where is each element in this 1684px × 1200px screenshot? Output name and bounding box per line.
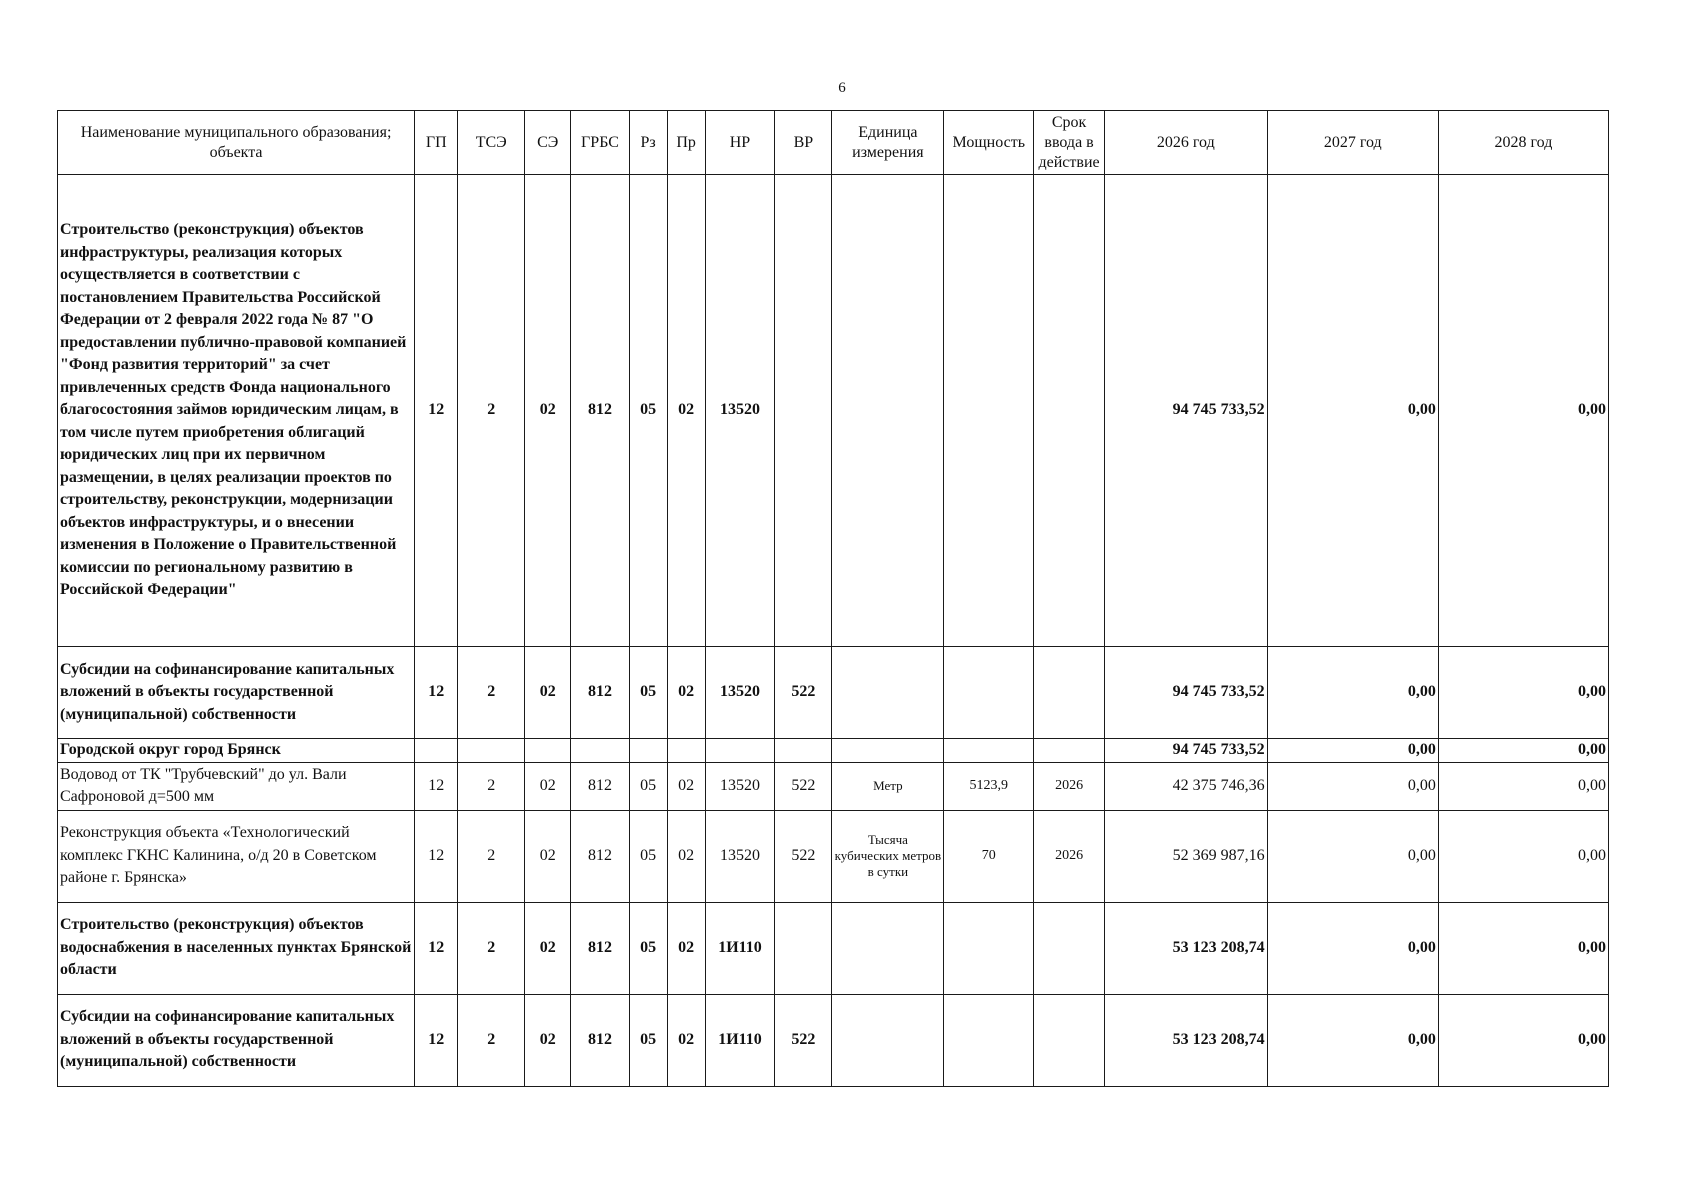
cell-tse xyxy=(458,739,525,763)
cell-vr: 522 xyxy=(775,647,832,739)
cell-vr xyxy=(775,739,832,763)
cell-vr: 522 xyxy=(775,810,832,902)
table-row xyxy=(58,175,1609,647)
cell-pr: 02 xyxy=(667,175,705,647)
cell-tse: 2 xyxy=(458,175,525,647)
cell-tse: 2 xyxy=(458,810,525,902)
col-header-term: Срок ввода в действие xyxy=(1034,111,1105,175)
cell-tse: 2 xyxy=(458,762,525,810)
cell-name: Строительство (реконструкция) объектов инфраструктуры, реализация которых осуществляется в соответствии с постановлением Правительства Российской Федерации от 2 февраля 2022 года № 87 "О предоставлении публично-правовой компанией "Фонд развития территорий" за счет привлеченных средств Фонда национального благосостояния займов юридическим лицам, в том числе путем приобретения облигаций юридических лиц при их первичном размещении, в целях реализации проектов по строительству, реконструкции, модернизации объектов инфраструктуры, и о внесении изменения в Положение о Правительственной комиссии по региональному развитию в Российской Федерации" xyxy=(58,175,415,647)
cell-se: 02 xyxy=(524,810,570,902)
cell-rz xyxy=(629,739,667,763)
cell-grbs: 812 xyxy=(571,994,629,1086)
col-header-rz: Рз xyxy=(629,111,667,175)
col-header-vr: ВР xyxy=(775,111,832,175)
cell-gp xyxy=(415,739,458,763)
cell-nr: 13520 xyxy=(705,810,775,902)
cell-2028: 0,00 xyxy=(1438,647,1608,739)
cell-se: 02 xyxy=(524,994,570,1086)
cell-rz: 05 xyxy=(629,647,667,739)
cell-2026: 52 369 987,16 xyxy=(1104,810,1267,902)
cell-capacity xyxy=(944,175,1034,647)
col-header-pr: Пр xyxy=(667,111,705,175)
cell-2027: 0,00 xyxy=(1267,994,1438,1086)
table-row xyxy=(58,994,1609,1086)
cell-grbs: 812 xyxy=(571,810,629,902)
cell-2028: 0,00 xyxy=(1438,739,1608,763)
table-header-row xyxy=(58,111,1609,175)
cell-2028: 0,00 xyxy=(1438,902,1608,994)
table-row xyxy=(58,762,1609,810)
cell-unit: Метр xyxy=(832,762,944,810)
cell-pr: 02 xyxy=(667,762,705,810)
col-header-nr: НР xyxy=(705,111,775,175)
cell-2027: 0,00 xyxy=(1267,810,1438,902)
cell-pr: 02 xyxy=(667,994,705,1086)
cell-grbs: 812 xyxy=(571,647,629,739)
cell-gp: 12 xyxy=(415,902,458,994)
cell-2026: 94 745 733,52 xyxy=(1104,647,1267,739)
cell-pr: 02 xyxy=(667,810,705,902)
cell-2026: 42 375 746,36 xyxy=(1104,762,1267,810)
cell-nr: 1И110 xyxy=(705,902,775,994)
col-header-se: СЭ xyxy=(524,111,570,175)
cell-grbs: 812 xyxy=(571,762,629,810)
cell-2027: 0,00 xyxy=(1267,739,1438,763)
col-header-tse: ТСЭ xyxy=(458,111,525,175)
cell-unit xyxy=(832,175,944,647)
col-header-2028: 2028 год xyxy=(1438,111,1608,175)
cell-nr: 13520 xyxy=(705,762,775,810)
cell-2027: 0,00 xyxy=(1267,902,1438,994)
cell-capacity: 5123,9 xyxy=(944,762,1034,810)
table-row xyxy=(58,810,1609,902)
cell-term xyxy=(1034,739,1105,763)
cell-se: 02 xyxy=(524,902,570,994)
cell-pr: 02 xyxy=(667,647,705,739)
cell-2028: 0,00 xyxy=(1438,810,1608,902)
cell-grbs xyxy=(571,739,629,763)
cell-gp: 12 xyxy=(415,647,458,739)
cell-nr: 1И110 xyxy=(705,994,775,1086)
cell-unit xyxy=(832,902,944,994)
cell-2028: 0,00 xyxy=(1438,762,1608,810)
cell-grbs: 812 xyxy=(571,902,629,994)
table-row xyxy=(58,739,1609,763)
cell-2027: 0,00 xyxy=(1267,647,1438,739)
cell-capacity xyxy=(944,739,1034,763)
cell-tse: 2 xyxy=(458,994,525,1086)
cell-rz: 05 xyxy=(629,175,667,647)
cell-gp: 12 xyxy=(415,810,458,902)
cell-se: 02 xyxy=(524,647,570,739)
cell-name: Водовод от ТК "Трубчевский" до ул. Вали Сафроновой д=500 мм xyxy=(58,762,415,810)
cell-pr xyxy=(667,739,705,763)
col-header-grbs: ГРБС xyxy=(571,111,629,175)
cell-vr xyxy=(775,902,832,994)
cell-2027: 0,00 xyxy=(1267,175,1438,647)
cell-vr xyxy=(775,175,832,647)
cell-name: Субсидии на софинансирование капитальных вложений в объекты государственной (муниципальной) собственности xyxy=(58,994,415,1086)
page-number: 6 xyxy=(838,80,846,96)
cell-unit xyxy=(832,739,944,763)
col-header-2026: 2026 год xyxy=(1104,111,1267,175)
cell-capacity xyxy=(944,994,1034,1086)
cell-name: Реконструкция объекта «Технологический комплекс ГКНС Калинина, о/д 20 в Советском районе г. Брянска» xyxy=(58,810,415,902)
cell-term: 2026 xyxy=(1034,762,1105,810)
cell-unit xyxy=(832,647,944,739)
cell-pr: 02 xyxy=(667,902,705,994)
cell-rz: 05 xyxy=(629,994,667,1086)
table-row xyxy=(58,902,1609,994)
table-row xyxy=(58,647,1609,739)
cell-2026: 94 745 733,52 xyxy=(1104,739,1267,763)
cell-gp: 12 xyxy=(415,175,458,647)
cell-2028: 0,00 xyxy=(1438,994,1608,1086)
cell-tse: 2 xyxy=(458,902,525,994)
cell-capacity xyxy=(944,902,1034,994)
cell-capacity xyxy=(944,647,1034,739)
cell-gp: 12 xyxy=(415,994,458,1086)
col-header-capacity: Мощность xyxy=(944,111,1034,175)
cell-nr: 13520 xyxy=(705,647,775,739)
cell-name: Городской округ город Брянск xyxy=(58,739,415,763)
cell-se: 02 xyxy=(524,175,570,647)
cell-vr: 522 xyxy=(775,994,832,1086)
cell-term xyxy=(1034,175,1105,647)
cell-se xyxy=(524,739,570,763)
cell-se: 02 xyxy=(524,762,570,810)
cell-2028: 0,00 xyxy=(1438,175,1608,647)
col-header-2027: 2027 год xyxy=(1267,111,1438,175)
cell-vr: 522 xyxy=(775,762,832,810)
cell-nr: 13520 xyxy=(705,175,775,647)
cell-nr xyxy=(705,739,775,763)
budget-table xyxy=(57,110,1609,1087)
cell-term xyxy=(1034,994,1105,1086)
cell-term: 2026 xyxy=(1034,810,1105,902)
col-header-unit: Единица измерения xyxy=(832,111,944,175)
cell-term xyxy=(1034,902,1105,994)
cell-tse: 2 xyxy=(458,647,525,739)
col-header-gp: ГП xyxy=(415,111,458,175)
cell-2026: 53 123 208,74 xyxy=(1104,902,1267,994)
cell-name: Субсидии на софинансирование капитальных вложений в объекты государственной (муниципальной) собственности xyxy=(58,647,415,739)
cell-2027: 0,00 xyxy=(1267,762,1438,810)
cell-2026: 94 745 733,52 xyxy=(1104,175,1267,647)
cell-name: Строительство (реконструкция) объектов водоснабжения в населенных пунктах Брянской области xyxy=(58,902,415,994)
cell-term xyxy=(1034,647,1105,739)
cell-rz: 05 xyxy=(629,902,667,994)
cell-gp: 12 xyxy=(415,762,458,810)
cell-grbs: 812 xyxy=(571,175,629,647)
cell-2026: 53 123 208,74 xyxy=(1104,994,1267,1086)
col-header-name: Наименование муниципального образования; объекта xyxy=(58,111,415,175)
cell-unit: Тысяча кубических метров в сутки xyxy=(832,810,944,902)
cell-rz: 05 xyxy=(629,810,667,902)
cell-capacity: 70 xyxy=(944,810,1034,902)
cell-unit xyxy=(832,994,944,1086)
cell-rz: 05 xyxy=(629,762,667,810)
